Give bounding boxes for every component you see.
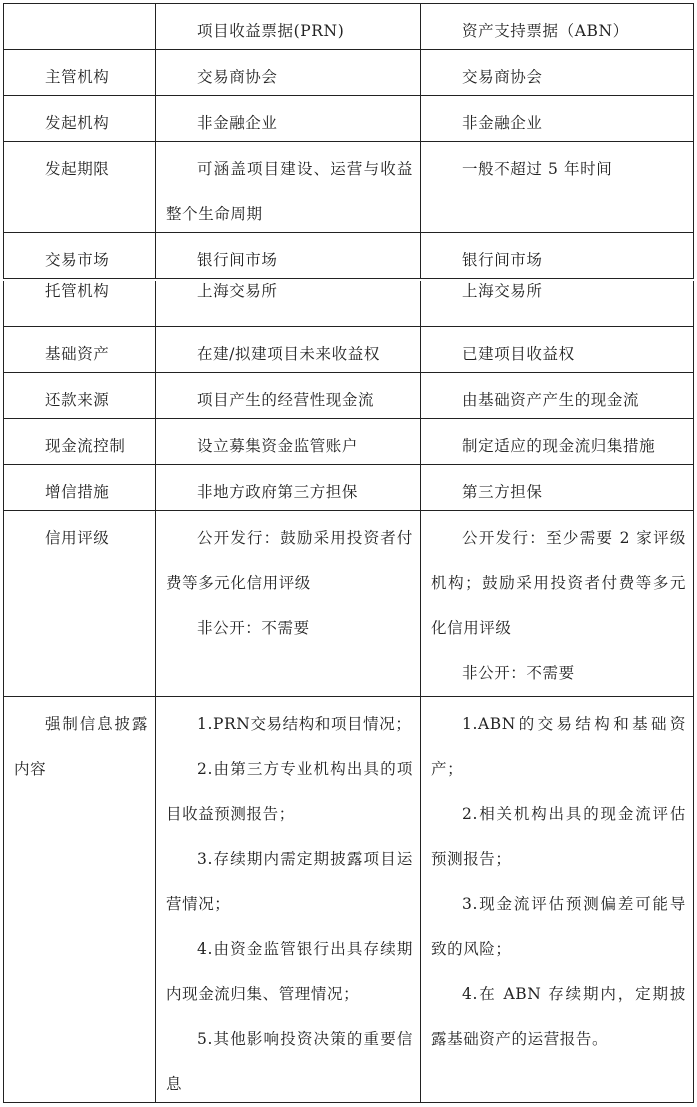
row-label: 信用评级 xyxy=(45,529,110,547)
row-label: 强制信息披露内容 xyxy=(14,715,148,778)
row-label: 增信措施 xyxy=(45,483,110,501)
row-label: 发起期限 xyxy=(45,160,110,178)
row-label: 基础资产 xyxy=(45,345,110,363)
table-row xyxy=(4,373,694,419)
prn-paragraph: 5.其他影响投资决策的重要信息 xyxy=(166,1030,413,1093)
row-label: 发起机构 xyxy=(45,114,110,132)
prn-cell: 可涵盖项目建设、运营与收益整个生命周期 xyxy=(166,160,413,223)
prn-paragraph: 4.由资金监管银行出具存续期内现金流归集、管理情况； xyxy=(166,940,413,1003)
abn-paragraph: 4.在 ABN 存续期内，定期披露基础资产的运营报告。 xyxy=(431,985,686,1048)
abn-paragraph: 公开发行：至少需要 2 家评级机构；鼓励采用投资者付费等多元化信用评级 xyxy=(431,529,686,637)
abn-cell: 由基础资产产生的现金流 xyxy=(462,391,640,409)
prn-paragraph: 公开发行：鼓励采用投资者付费等多元化信用评级 xyxy=(166,529,413,592)
table-row xyxy=(4,50,694,96)
prn-cell: 非地方政府第三方担保 xyxy=(197,483,359,501)
table-row xyxy=(4,465,694,511)
abn-cell: 交易商协会 xyxy=(462,68,543,86)
prn-cell: 交易商协会 xyxy=(197,68,278,86)
header-row xyxy=(4,4,694,50)
prn-cell: 项目产生的经营性现金流 xyxy=(197,391,375,409)
abn-paragraph: 1.ABN的交易结构和基础资产； xyxy=(431,715,686,778)
header-abn: 资产支持票据（ABN） xyxy=(462,22,629,40)
table-row xyxy=(4,142,694,233)
abn-cell: 一般不超过 5 年时间 xyxy=(462,160,613,178)
prn-cell: 非金融企业 xyxy=(197,114,278,132)
comparison-table-part2 xyxy=(3,281,694,1103)
prn-paragraph: 2.由第三方专业机构出具的项目收益预测报告； xyxy=(166,760,413,823)
abn-cell: 银行间市场 xyxy=(462,251,543,269)
row-label: 托管机构 xyxy=(45,282,110,300)
table-row xyxy=(4,327,694,373)
prn-cell: 上海交易所 xyxy=(197,282,278,300)
abn-cell: 第三方担保 xyxy=(462,483,543,501)
abn-cell: 制定适应的现金流归集措施 xyxy=(462,437,656,455)
disclosure-row xyxy=(4,697,694,1103)
row-label: 主管机构 xyxy=(45,68,110,86)
abn-cell: 已建项目收益权 xyxy=(462,345,575,363)
table-row xyxy=(4,281,694,327)
row-label: 现金流控制 xyxy=(45,437,126,455)
table-row xyxy=(4,96,694,142)
abn-paragraph: 2.相关机构出具的现金流评估预测报告； xyxy=(431,805,686,868)
abn-paragraph: 3.现金流评估预测偏差可能导致的风险； xyxy=(431,895,686,958)
header-prn: 项目收益票据(PRN) xyxy=(197,22,345,40)
prn-paragraph: 1.PRN交易结构和项目情况； xyxy=(197,715,412,733)
row-label: 交易市场 xyxy=(45,251,110,269)
prn-cell: 设立募集资金监管账户 xyxy=(197,437,359,455)
prn-cell: 在建/拟建项目未来收益权 xyxy=(197,345,380,363)
prn-paragraph: 3.存续期内需定期披露项目运营情况； xyxy=(166,850,413,913)
credit-rating-row xyxy=(4,511,694,697)
row-label: 还款来源 xyxy=(45,391,110,409)
prn-paragraph: 非公开：不需要 xyxy=(197,619,310,637)
comparison-table-part1 xyxy=(3,3,694,279)
prn-cell: 银行间市场 xyxy=(197,251,278,269)
abn-cell: 非金融企业 xyxy=(462,114,543,132)
abn-paragraph: 非公开：不需要 xyxy=(462,664,575,682)
abn-cell: 上海交易所 xyxy=(462,282,543,300)
table-row xyxy=(4,419,694,465)
